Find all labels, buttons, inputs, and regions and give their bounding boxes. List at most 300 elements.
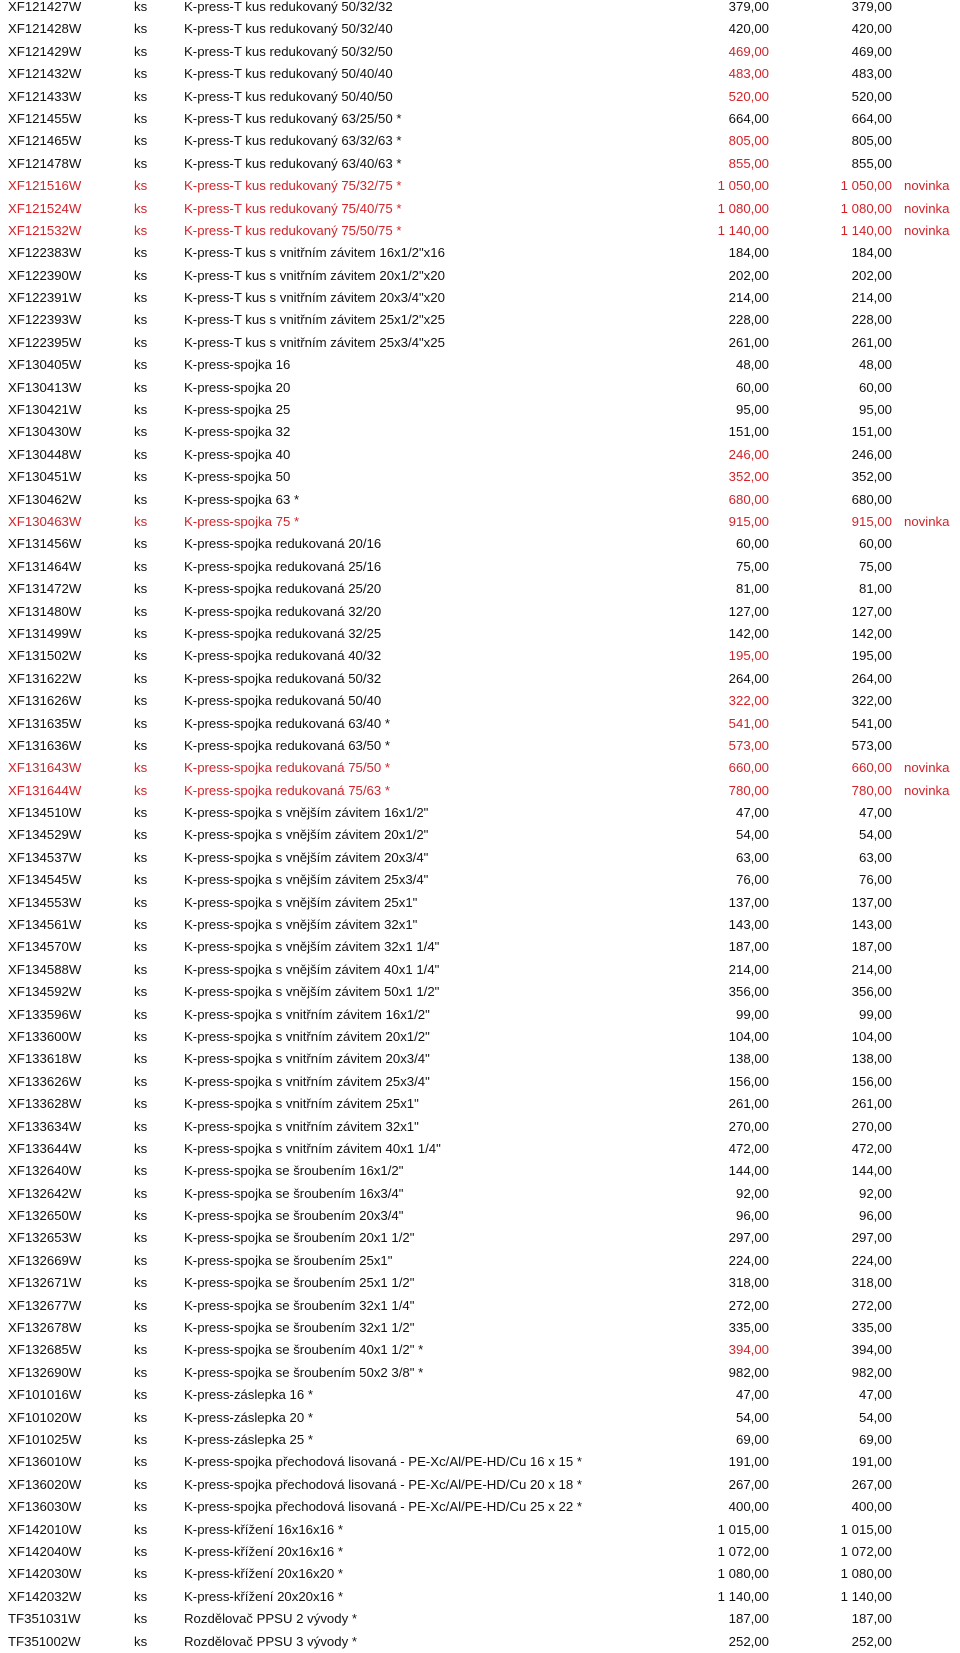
unit: ks bbox=[134, 1006, 148, 1022]
unit-price: 63,00 bbox=[735, 849, 769, 865]
unit-price: 60,00 bbox=[735, 379, 769, 395]
table-row bbox=[0, 1586, 960, 1608]
unit-price: 92,00 bbox=[735, 1185, 769, 1201]
total-price: 47,00 bbox=[858, 805, 892, 821]
total-price: 400,00 bbox=[851, 1499, 892, 1515]
product-name: K-press-spojka přechodová lisovaná - PE-Xc/Al/PE-HD/Cu 16 x 15 * bbox=[184, 1454, 582, 1470]
unit: ks bbox=[134, 88, 148, 104]
product-name: K-press-spojka s vnitřním závitem 20x1/2" bbox=[184, 1028, 430, 1044]
product-code: XF136010W bbox=[8, 1454, 82, 1470]
table-row bbox=[0, 824, 960, 846]
product-name: K-press-spojka redukovaná 75/63 * bbox=[184, 782, 390, 798]
product-name: K-press-spojka 20 bbox=[184, 379, 291, 395]
product-code: XF130430W bbox=[8, 424, 82, 440]
total-price: 214,00 bbox=[851, 961, 892, 977]
note-badge: novinka bbox=[904, 200, 950, 216]
total-price: 75,00 bbox=[858, 558, 892, 574]
table-row bbox=[0, 421, 960, 443]
unit-price: 54,00 bbox=[735, 827, 769, 843]
unit: ks bbox=[134, 1364, 148, 1380]
unit-price: 156,00 bbox=[728, 1073, 769, 1089]
table-row bbox=[0, 1407, 960, 1429]
unit: ks bbox=[134, 1588, 148, 1604]
unit: ks bbox=[134, 603, 148, 619]
product-code: XF132677W bbox=[8, 1297, 82, 1313]
product-name: K-press-spojka s vnějším závitem 25x3/4" bbox=[184, 872, 429, 888]
unit-price: 1 080,00 bbox=[717, 200, 769, 216]
note-badge: novinka bbox=[904, 222, 950, 238]
unit-price: 104,00 bbox=[728, 1028, 769, 1044]
unit-price: 483,00 bbox=[728, 66, 769, 82]
unit: ks bbox=[134, 469, 148, 485]
unit: ks bbox=[134, 1051, 148, 1067]
unit-price: 75,00 bbox=[735, 558, 769, 574]
product-code: XF133628W bbox=[8, 1096, 82, 1112]
unit-price: 664,00 bbox=[728, 110, 769, 126]
product-code: XF131480W bbox=[8, 603, 82, 619]
unit: ks bbox=[134, 1476, 148, 1492]
total-price: 214,00 bbox=[851, 290, 892, 306]
unit-price: 660,00 bbox=[728, 760, 769, 776]
unit: ks bbox=[134, 66, 148, 82]
table-row bbox=[0, 1608, 960, 1630]
total-price: 63,00 bbox=[858, 849, 892, 865]
product-code: XF122383W bbox=[8, 245, 82, 261]
unit: ks bbox=[134, 558, 148, 574]
product-name: K-press-spojka s vnějším závitem 40x1 1/4" bbox=[184, 961, 440, 977]
product-code: XF121433W bbox=[8, 88, 82, 104]
table-row bbox=[0, 198, 960, 220]
total-price: 69,00 bbox=[858, 1432, 892, 1447]
unit: ks bbox=[134, 872, 148, 888]
unit: ks bbox=[134, 1118, 148, 1134]
unit-price: 76,00 bbox=[735, 872, 769, 888]
total-price: 96,00 bbox=[858, 1208, 892, 1224]
table-row bbox=[0, 108, 960, 130]
product-name: K-press-T kus redukovaný 75/32/75 * bbox=[184, 178, 402, 194]
table-row bbox=[0, 1093, 960, 1115]
product-name: K-press-spojka 63 * bbox=[184, 491, 300, 507]
product-name: K-press-spojka redukovaná 40/32 bbox=[184, 648, 382, 664]
unit-price: 54,00 bbox=[735, 1409, 769, 1425]
table-row bbox=[0, 287, 960, 309]
table-row bbox=[0, 1631, 960, 1653]
total-price: 137,00 bbox=[851, 894, 892, 910]
table-row bbox=[0, 153, 960, 175]
unit-price: 246,00 bbox=[728, 446, 769, 462]
product-name: K-press-křížení 20x20x16 * bbox=[184, 1588, 344, 1604]
unit: ks bbox=[134, 1208, 148, 1224]
product-name: K-press-spojka redukovaná 32/25 bbox=[184, 625, 382, 641]
total-price: 270,00 bbox=[851, 1118, 892, 1134]
unit: ks bbox=[134, 1230, 148, 1246]
total-price: 855,00 bbox=[851, 155, 892, 171]
unit-price: 1 015,00 bbox=[717, 1521, 769, 1537]
product-code: XF132653W bbox=[8, 1230, 82, 1246]
product-code: XF134553W bbox=[8, 894, 82, 910]
table-row bbox=[0, 0, 960, 18]
unit: ks bbox=[134, 625, 148, 641]
unit: ks bbox=[134, 581, 148, 597]
product-code: XF133626W bbox=[8, 1073, 82, 1089]
product-name: K-press-spojka redukovaná 75/50 * bbox=[184, 760, 390, 776]
product-name: K-press-T kus redukovaný 50/32/50 bbox=[184, 43, 393, 59]
table-row bbox=[0, 1384, 960, 1406]
product-name: K-press-spojka redukovaná 50/40 bbox=[184, 693, 382, 709]
product-name: K-press-spojka s vnitřním závitem 32x1" bbox=[184, 1118, 419, 1134]
product-name: K-press-T kus s vnitřním závitem 20x1/2"x20 bbox=[184, 267, 445, 283]
unit-price: 151,00 bbox=[728, 424, 769, 440]
product-name: K-press-spojka redukovaná 25/16 bbox=[184, 558, 382, 574]
product-code: XF121427W bbox=[8, 0, 82, 14]
product-name: K-press-spojka se šroubením 50x2 3/8" * bbox=[184, 1364, 424, 1380]
product-code: XF131456W bbox=[8, 536, 82, 552]
unit-price: 356,00 bbox=[728, 984, 769, 1000]
unit-price: 47,00 bbox=[735, 1387, 769, 1403]
total-price: 664,00 bbox=[851, 110, 892, 126]
unit: ks bbox=[134, 1521, 148, 1537]
unit: ks bbox=[134, 1096, 148, 1112]
product-code: XF130462W bbox=[8, 491, 82, 507]
unit-price: 379,00 bbox=[728, 0, 769, 14]
unit: ks bbox=[134, 178, 148, 194]
unit: ks bbox=[134, 1543, 148, 1559]
unit-price: 224,00 bbox=[728, 1252, 769, 1268]
table-row bbox=[0, 1541, 960, 1563]
product-code: XF136030W bbox=[8, 1499, 82, 1515]
product-code: XF131622W bbox=[8, 670, 82, 686]
table-row bbox=[0, 668, 960, 690]
total-price: 394,00 bbox=[851, 1342, 892, 1358]
total-price: 1 050,00 bbox=[840, 178, 892, 194]
product-name: K-press-spojka 16 bbox=[184, 357, 291, 373]
table-row bbox=[0, 175, 960, 197]
table-row bbox=[0, 1339, 960, 1361]
product-name: K-press-T kus redukovaný 75/50/75 * bbox=[184, 222, 402, 238]
table-row bbox=[0, 18, 960, 40]
table-row bbox=[0, 1250, 960, 1272]
product-code: XF130421W bbox=[8, 402, 82, 418]
table-row bbox=[0, 1183, 960, 1205]
unit: ks bbox=[134, 917, 148, 933]
unit: ks bbox=[134, 43, 148, 59]
product-code: XF142040W bbox=[8, 1543, 82, 1559]
product-code: XF130448W bbox=[8, 446, 82, 462]
unit: ks bbox=[134, 760, 148, 776]
unit: ks bbox=[134, 424, 148, 440]
unit-price: 982,00 bbox=[728, 1364, 769, 1380]
unit: ks bbox=[134, 200, 148, 216]
unit-price: 680,00 bbox=[728, 491, 769, 507]
unit: ks bbox=[134, 1342, 148, 1358]
product-code: XF131499W bbox=[8, 625, 82, 641]
product-name: K-press-spojka s vnějším závitem 32x1" bbox=[184, 917, 418, 933]
total-price: 144,00 bbox=[851, 1163, 892, 1179]
unit-price: 805,00 bbox=[728, 133, 769, 149]
unit-price: 96,00 bbox=[735, 1208, 769, 1224]
product-code: XF121524W bbox=[8, 200, 82, 216]
product-name: K-press-spojka 40 bbox=[184, 446, 291, 462]
total-price: 143,00 bbox=[851, 917, 892, 933]
unit: ks bbox=[134, 155, 148, 171]
table-row bbox=[0, 444, 960, 466]
unit: ks bbox=[134, 961, 148, 977]
product-code: XF132685W bbox=[8, 1342, 82, 1358]
product-code: XF133644W bbox=[8, 1140, 82, 1156]
unit: ks bbox=[134, 648, 148, 664]
unit-price: 1 140,00 bbox=[717, 1588, 769, 1604]
unit: ks bbox=[134, 827, 148, 843]
product-code: TF351002W bbox=[8, 1633, 81, 1649]
total-price: 541,00 bbox=[851, 715, 892, 731]
total-price: 156,00 bbox=[851, 1073, 892, 1089]
unit-price: 138,00 bbox=[728, 1051, 769, 1067]
total-price: 573,00 bbox=[851, 737, 892, 753]
table-row bbox=[0, 466, 960, 488]
table-row bbox=[0, 1071, 960, 1093]
product-name: K-press-spojka redukovaná 20/16 bbox=[184, 536, 382, 552]
table-row bbox=[0, 780, 960, 802]
unit: ks bbox=[134, 894, 148, 910]
product-code: XF132642W bbox=[8, 1185, 82, 1201]
product-code: XF122390W bbox=[8, 267, 82, 283]
product-name: K-press-křížení 20x16x20 * bbox=[184, 1566, 344, 1582]
total-price: 272,00 bbox=[851, 1297, 892, 1313]
product-code: XF130463W bbox=[8, 513, 82, 529]
total-price: 335,00 bbox=[851, 1320, 892, 1336]
unit-price: 60,00 bbox=[735, 536, 769, 552]
unit-price: 472,00 bbox=[728, 1140, 769, 1156]
total-price: 187,00 bbox=[851, 1611, 892, 1627]
table-row bbox=[0, 1474, 960, 1496]
product-name: K-press-T kus redukovaný 75/40/75 * bbox=[184, 200, 402, 216]
unit: ks bbox=[134, 984, 148, 1000]
unit: ks bbox=[134, 939, 148, 955]
unit: ks bbox=[134, 290, 148, 306]
product-name: K-press-spojka redukovaná 63/40 * bbox=[184, 715, 390, 731]
unit-price: 520,00 bbox=[728, 88, 769, 104]
total-price: 472,00 bbox=[851, 1140, 892, 1156]
product-name: K-press-spojka se šroubením 20x3/4" bbox=[184, 1208, 404, 1224]
unit-price: 47,00 bbox=[735, 805, 769, 821]
total-price: 379,00 bbox=[851, 0, 892, 14]
total-price: 322,00 bbox=[851, 693, 892, 709]
total-price: 483,00 bbox=[851, 66, 892, 82]
product-code: XF134537W bbox=[8, 849, 82, 865]
unit: ks bbox=[134, 737, 148, 753]
total-price: 81,00 bbox=[858, 581, 892, 597]
table-row bbox=[0, 556, 960, 578]
unit: ks bbox=[134, 402, 148, 418]
total-price: 469,00 bbox=[851, 43, 892, 59]
table-row bbox=[0, 1116, 960, 1138]
product-code: XF132690W bbox=[8, 1364, 82, 1380]
product-code: XF121516W bbox=[8, 178, 82, 194]
table-row bbox=[0, 690, 960, 712]
unit: ks bbox=[134, 1028, 148, 1044]
product-code: XF136020W bbox=[8, 1476, 82, 1492]
table-row bbox=[0, 869, 960, 891]
product-name: K-press-T kus redukovaný 50/32/32 bbox=[184, 0, 393, 14]
unit-price: 252,00 bbox=[728, 1633, 769, 1649]
unit-price: 322,00 bbox=[728, 693, 769, 709]
total-price: 60,00 bbox=[858, 379, 892, 395]
table-row bbox=[0, 377, 960, 399]
table-row bbox=[0, 489, 960, 511]
table-row bbox=[0, 332, 960, 354]
unit: ks bbox=[134, 1633, 148, 1649]
unit-price: 541,00 bbox=[728, 715, 769, 731]
unit-price: 264,00 bbox=[728, 670, 769, 686]
unit-price: 394,00 bbox=[728, 1342, 769, 1358]
total-price: 420,00 bbox=[851, 21, 892, 37]
table-row bbox=[0, 914, 960, 936]
product-code: XF121532W bbox=[8, 222, 82, 238]
product-code: XF131502W bbox=[8, 648, 82, 664]
unit-price: 143,00 bbox=[728, 917, 769, 933]
product-name: K-press-T kus s vnitřním závitem 16x1/2"x16 bbox=[184, 245, 445, 261]
product-code: XF101020W bbox=[8, 1409, 82, 1425]
total-price: 1 080,00 bbox=[840, 1566, 892, 1582]
total-price: 195,00 bbox=[851, 648, 892, 664]
unit-price: 99,00 bbox=[735, 1006, 769, 1022]
table-row bbox=[0, 1563, 960, 1585]
product-name: K-press-T kus redukovaný 63/32/63 * bbox=[184, 133, 402, 149]
product-name: K-press-spojka 32 bbox=[184, 424, 291, 440]
table-row bbox=[0, 578, 960, 600]
product-name: K-press-T kus s vnitřním závitem 20x3/4"x20 bbox=[184, 290, 445, 306]
unit: ks bbox=[134, 782, 148, 798]
total-price: 1 072,00 bbox=[840, 1543, 892, 1559]
unit-price: 1 080,00 bbox=[717, 1566, 769, 1582]
product-name: K-press-spojka se šroubením 20x1 1/2" bbox=[184, 1230, 415, 1246]
table-row bbox=[0, 1205, 960, 1227]
product-name: K-press-spojka redukovaná 32/20 bbox=[184, 603, 382, 619]
unit-price: 297,00 bbox=[728, 1230, 769, 1246]
unit-price: 318,00 bbox=[728, 1275, 769, 1291]
product-code: XF142010W bbox=[8, 1521, 82, 1537]
unit: ks bbox=[134, 1320, 148, 1336]
total-price: 142,00 bbox=[851, 625, 892, 641]
unit-price: 81,00 bbox=[735, 581, 769, 597]
unit: ks bbox=[134, 245, 148, 261]
product-code: XF122391W bbox=[8, 290, 82, 306]
total-price: 1 015,00 bbox=[840, 1521, 892, 1537]
product-code: XF101016W bbox=[8, 1387, 82, 1403]
table-row bbox=[0, 220, 960, 242]
table-row bbox=[0, 757, 960, 779]
unit-price: 1 140,00 bbox=[717, 222, 769, 238]
product-name: K-press-spojka se šroubením 25x1 1/2" bbox=[184, 1275, 415, 1291]
total-price: 138,00 bbox=[851, 1051, 892, 1067]
unit-price: 915,00 bbox=[728, 513, 769, 529]
total-price: 99,00 bbox=[858, 1006, 892, 1022]
unit: ks bbox=[134, 0, 148, 14]
table-row bbox=[0, 265, 960, 287]
product-code: XF134561W bbox=[8, 917, 82, 933]
table-row bbox=[0, 892, 960, 914]
unit-price: 400,00 bbox=[728, 1499, 769, 1515]
product-code: XF142032W bbox=[8, 1588, 82, 1604]
table-row bbox=[0, 354, 960, 376]
unit-price: 69,00 bbox=[735, 1432, 769, 1447]
table-row bbox=[0, 802, 960, 824]
unit: ks bbox=[134, 491, 148, 507]
table-row bbox=[0, 1496, 960, 1518]
total-price: 48,00 bbox=[858, 357, 892, 373]
product-code: XF131472W bbox=[8, 581, 82, 597]
product-code: XF134510W bbox=[8, 805, 82, 821]
unit: ks bbox=[134, 379, 148, 395]
unit-price: 352,00 bbox=[728, 469, 769, 485]
product-name: K-press-spojka se šroubením 32x1 1/2" bbox=[184, 1320, 415, 1336]
unit-price: 335,00 bbox=[728, 1320, 769, 1336]
product-name: K-press-záslepka 20 * bbox=[184, 1409, 314, 1425]
unit: ks bbox=[134, 446, 148, 462]
product-code: XF133634W bbox=[8, 1118, 82, 1134]
unit: ks bbox=[134, 1185, 148, 1201]
unit-price: 127,00 bbox=[728, 603, 769, 619]
unit-price: 214,00 bbox=[728, 961, 769, 977]
product-code: XF121432W bbox=[8, 66, 82, 82]
table-row bbox=[0, 86, 960, 108]
unit: ks bbox=[134, 267, 148, 283]
total-price: 224,00 bbox=[851, 1252, 892, 1268]
total-price: 95,00 bbox=[858, 402, 892, 418]
product-name: K-press-spojka s vnitřním závitem 25x1" bbox=[184, 1096, 419, 1112]
product-name: K-press-spojka redukovaná 50/32 bbox=[184, 670, 382, 686]
unit-price: 187,00 bbox=[728, 939, 769, 955]
product-name: K-press-spojka s vnějším závitem 32x1 1/4" bbox=[184, 939, 440, 955]
total-price: 261,00 bbox=[851, 1096, 892, 1112]
total-price: 780,00 bbox=[851, 782, 892, 798]
product-code: XF131643W bbox=[8, 760, 82, 776]
product-code: XF131626W bbox=[8, 693, 82, 709]
unit: ks bbox=[134, 849, 148, 865]
product-name: Rozdělovač PPSU 2 vývody * bbox=[184, 1611, 357, 1627]
unit-price: 573,00 bbox=[728, 737, 769, 753]
total-price: 352,00 bbox=[851, 469, 892, 485]
product-name: K-press-spojka 25 bbox=[184, 402, 291, 418]
product-code: XF134588W bbox=[8, 961, 82, 977]
table-row bbox=[0, 1004, 960, 1026]
product-name: K-press-T kus redukovaný 50/32/40 bbox=[184, 21, 393, 37]
total-price: 1 080,00 bbox=[840, 200, 892, 216]
table-row bbox=[0, 242, 960, 264]
table-row bbox=[0, 713, 960, 735]
product-code: XF130413W bbox=[8, 379, 82, 395]
product-name: K-press-spojka s vnitřním závitem 25x3/4" bbox=[184, 1073, 430, 1089]
product-name: K-press-křížení 16x16x16 * bbox=[184, 1521, 344, 1537]
total-price: 228,00 bbox=[851, 312, 892, 328]
product-name: K-press-záslepka 16 * bbox=[184, 1387, 314, 1403]
total-price: 267,00 bbox=[851, 1476, 892, 1492]
product-name: K-press-spojka se šroubením 16x3/4" bbox=[184, 1185, 404, 1201]
total-price: 520,00 bbox=[851, 88, 892, 104]
unit: ks bbox=[134, 334, 148, 350]
note-badge: novinka bbox=[904, 760, 950, 776]
product-code: XF131636W bbox=[8, 737, 82, 753]
total-price: 680,00 bbox=[851, 491, 892, 507]
table-row bbox=[0, 735, 960, 757]
note-badge: novinka bbox=[904, 513, 950, 529]
product-name: K-press-spojka s vnitřním závitem 20x3/4" bbox=[184, 1051, 430, 1067]
product-code: XF133596W bbox=[8, 1006, 82, 1022]
product-name: K-press-spojka s vnitřním závitem 40x1 1/4" bbox=[184, 1140, 441, 1156]
table-row bbox=[0, 1451, 960, 1473]
product-code: XF142030W bbox=[8, 1566, 82, 1582]
unit: ks bbox=[134, 1611, 148, 1627]
